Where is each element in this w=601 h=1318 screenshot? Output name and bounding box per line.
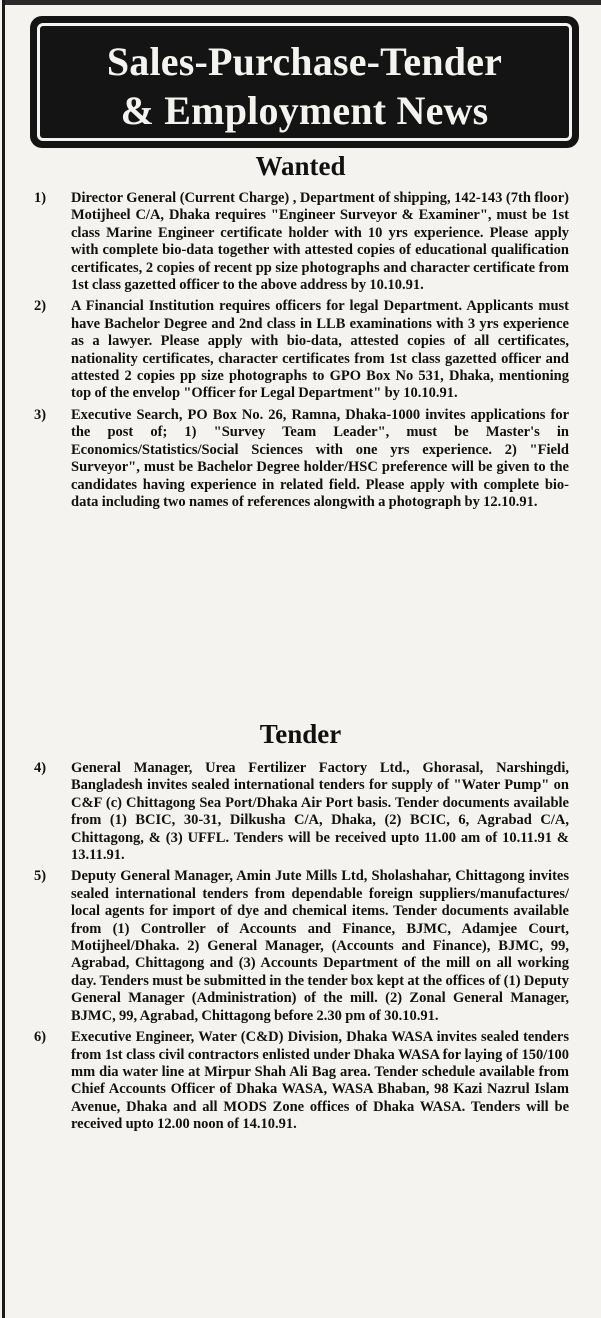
item-text: Director General (Current Charge) , Department of shipping, 142-143 (7th floor) Motijheel C/A, Dhaka requires "Engineer Surveyor & Examiner", must be 1st class Marine Engineer certificate holder with 10 yrs experience. Please apply with complete bio-data together with attested copies of educational qualification certificates, 2 copies of recent pp size photographs and character certificate from 1st class gazetted officer to the above address by 10.10.91. [71,190,569,294]
item-number: 3) [34,406,47,423]
list-item [0,1029,601,1133]
item-number: 2) [34,298,47,315]
wanted-list [0,190,601,515]
tender-list [0,760,601,1138]
list-item [0,760,601,864]
item-text: A Financial Institution requires officers for legal Department. Applicants must have Bachelor Degree and 2nd class in LLB examinations with 3 yrs experience as a lawyer. Please apply with bio-data, attested copies of all certificates, nationality certificates, character certificates from 1st class gazetted officer and attested 2 copies pp size photographs to GPO Box No 531, Dhaka, mentioning top of the envelop "Officer for Legal Department" by 10.10.91. [71,298,569,402]
item-text: Executive Search, PO Box No. 26, Ramna, Dhaka-1000 invites applications for the post of; 1) "Survey Team Leader", must be Master's in Economics/Statistics/Social Sciences with one yrs experience. 2) "Field Surveyor", must be Bachelor Degree holder/HSC preference will be given to the candidates having experience in related field. Please apply with complete bio-data including two names of references alongwith a photograph by 12.10.91. [71,406,569,510]
masthead-title-line-1: Sales-Purchase-Tender [106,39,503,84]
item-text: Executive Engineer, Water (C&D) Division, Dhaka WASA invites sealed tenders from 1st class civil contractors enlisted under Dhaka WASA for laying of 150/100 mm dia water line at Mirpur Shah Ali Bag area. Tender schedule available from Chief Accounts Officer of Dhaka WASA, WASA Bhaban, 98 Kazi Nazrul Islam Avenue, Dhaka and all MODS Zone offices of Dhaka WASA. Tenders will be received upto 12.00 noon of 14.10.91. [71,1029,569,1133]
list-item [0,868,601,1025]
masthead-title-line-2: & Employment News [120,88,489,133]
item-number: 5) [34,868,47,885]
item-number: 1) [34,190,47,206]
section-title-tender: Tender [259,719,342,749]
list-item [0,298,601,402]
item-number: 6) [34,1029,47,1046]
item-number: 4) [34,760,47,776]
item-text: Deputy General Manager, Amin Jute Mills Ltd, Sholashahar, Chittagong invites sealed international tenders from dependable foreign suppliers/manufactures/ local agents for import of dye and chemical items. Tender documents available from (1) Controller of Accounts and Finance, BJMC, Adamjee Court, Motijheel/Dhaka. 2) General Manager, (Accounts and Finance), BJMC, 99, Agrabad, Chittagong and (3) Accounts Department of the mill on all working day. Tenders must be submitted in the tender box kept at the offices of (1) Deputy General Manager (Administration) of the mill. (2) Zonal General Manager, BJMC, 99, Agrabad, Chittagong before 2.30 pm of 30.10.91. [71,868,569,1024]
list-item [0,190,601,294]
top-border-rule [2,0,601,5]
item-text: General Manager, Urea Fertilizer Factory Ltd., Ghorasal, Narshingdi, Bangladesh invites sealed international tenders for supply of "Water Pump" on C&F (c) Chittagong Sea Port/Dhaka Air Port basis. Tender documents available from (1) BCIC, 30-31, Dilkusha C/A, Dhaka, (2) BCIC, 6, Agrabad C/A, Chittagong, & (3) UFFL. Tenders will be received upto 11.00 am of 10.11.91 & 13.11.91. [71,760,569,864]
list-item [0,407,601,511]
section-title-wanted: Wanted [255,151,346,181]
masthead-banner [32,18,577,146]
